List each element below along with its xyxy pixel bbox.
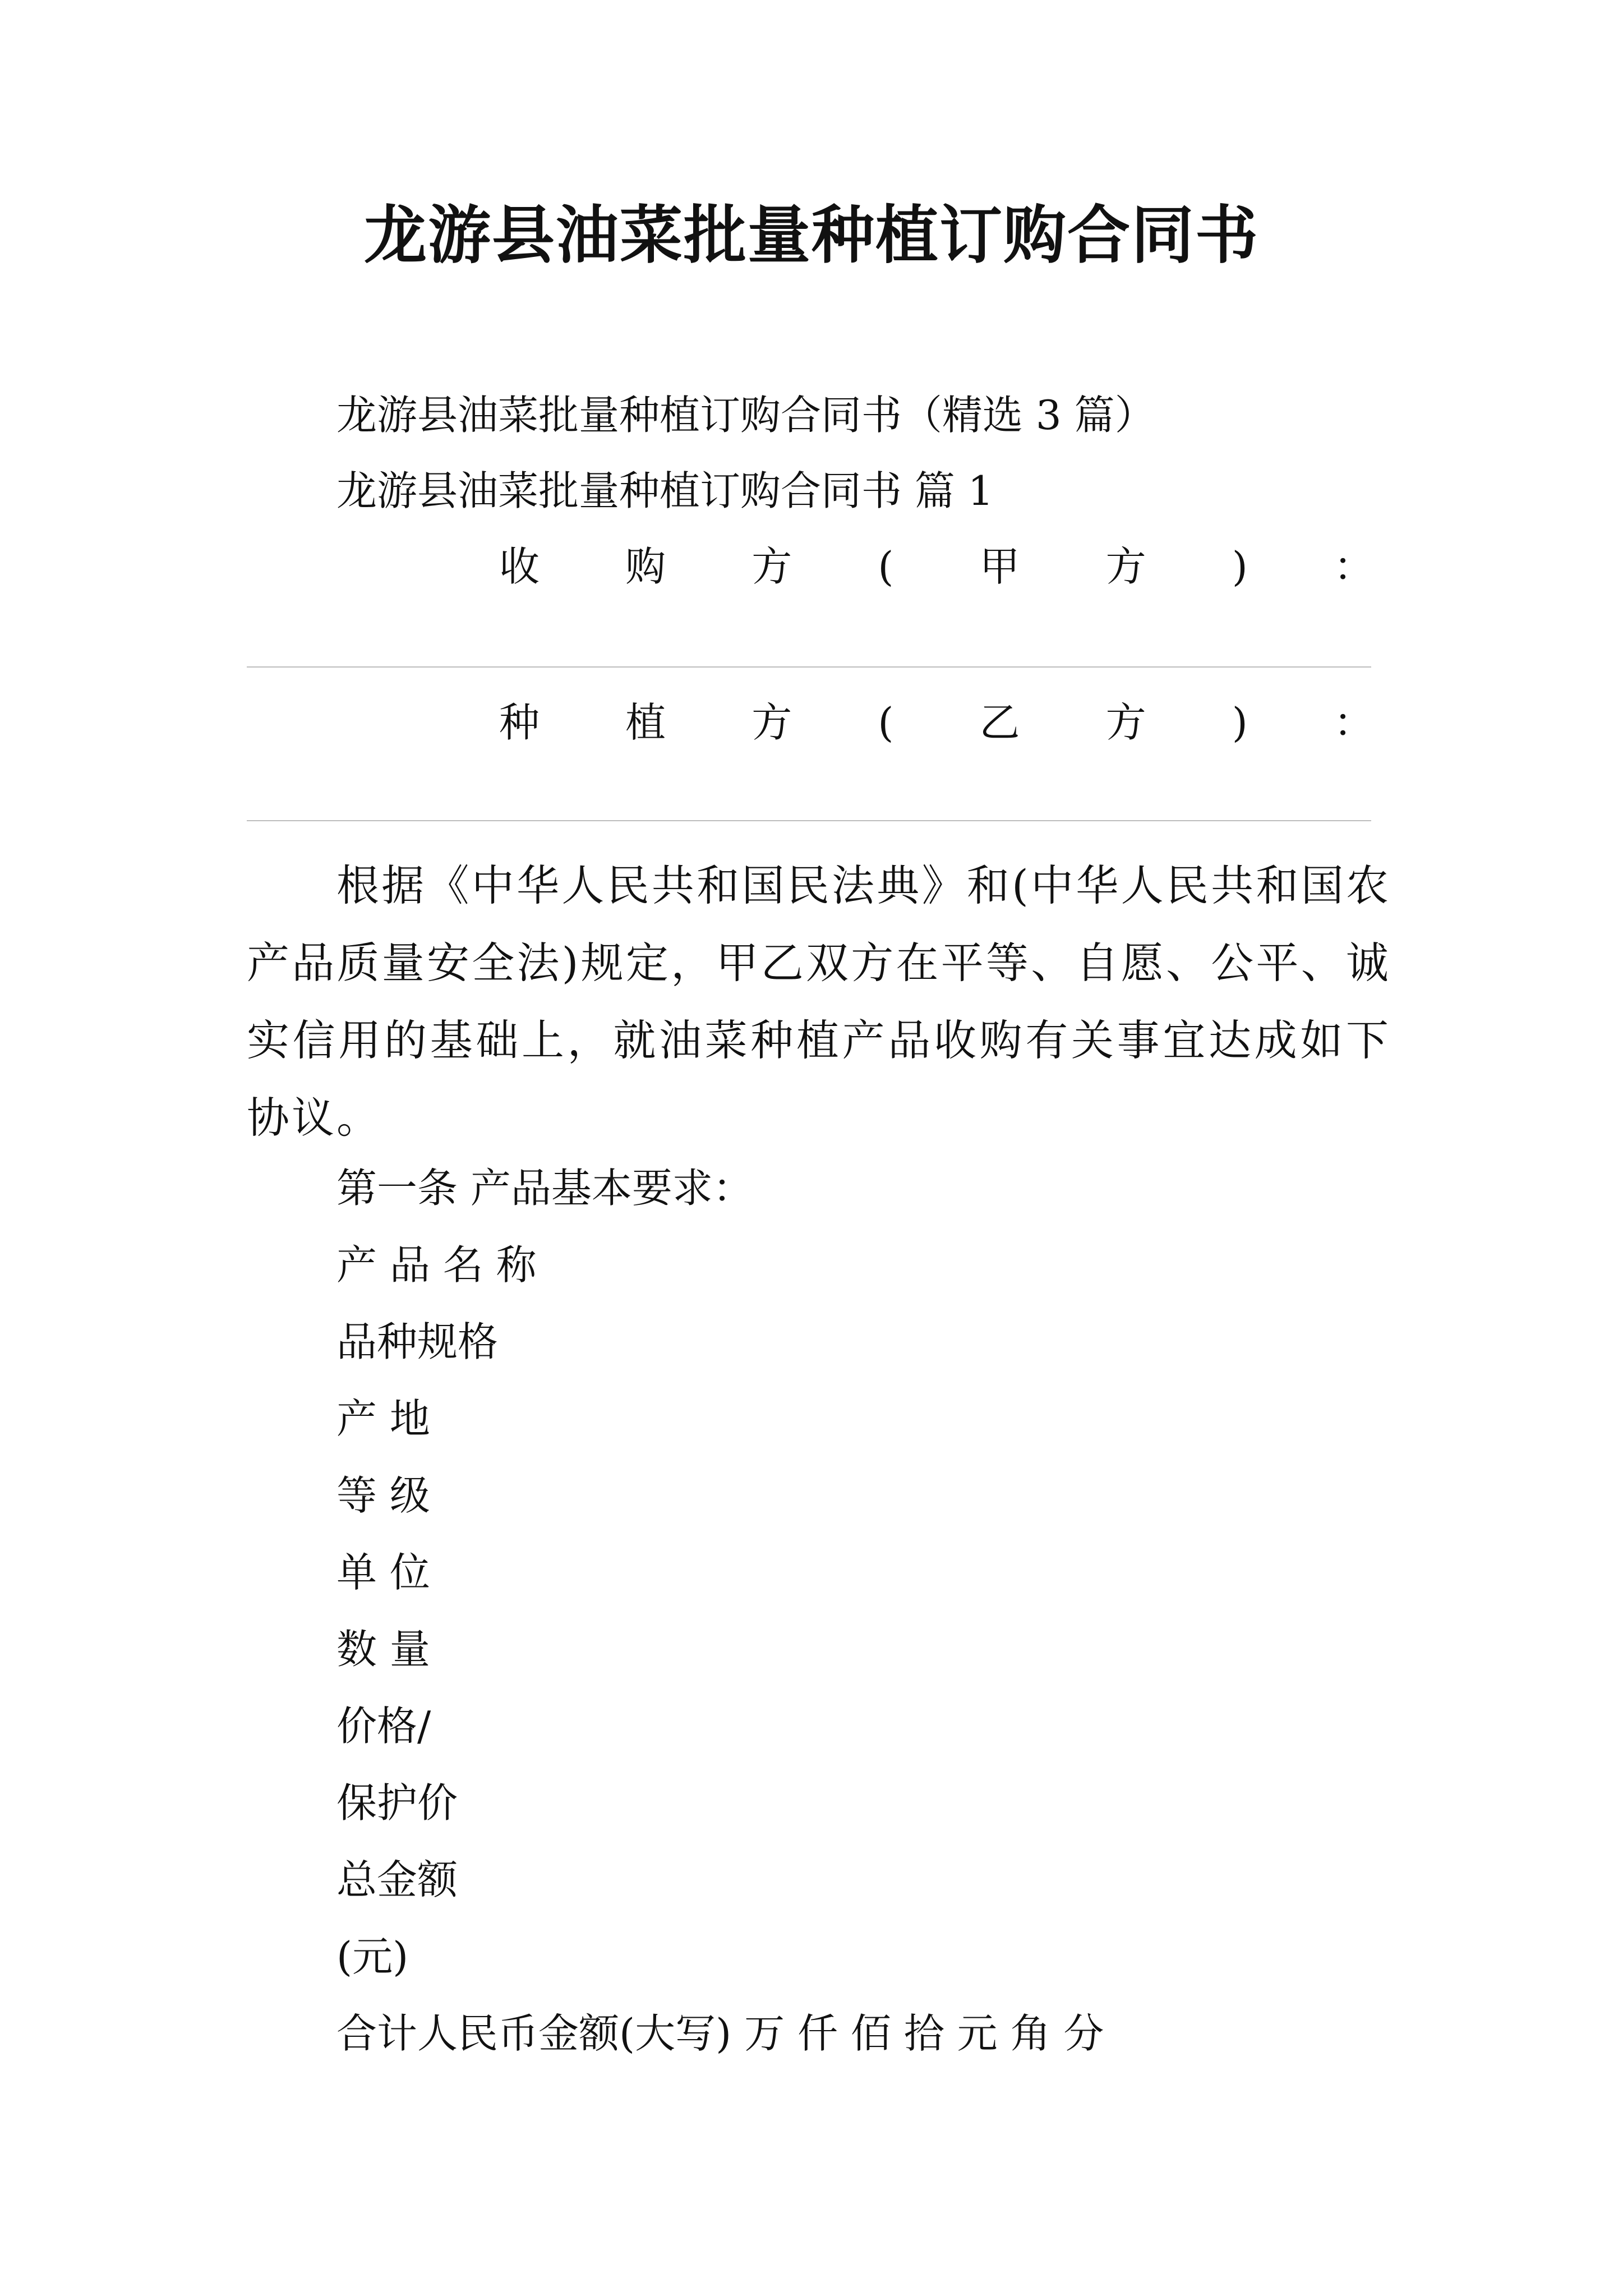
party-b-char: 方	[751, 699, 792, 746]
field-price: 价格/	[336, 1703, 431, 1750]
party-a-label	[499, 539, 1374, 595]
document-title: 龙游县油菜批量种植订购合同书	[364, 199, 1259, 272]
party-a-fill-line	[247, 666, 1371, 668]
party-a-char: 方	[1105, 543, 1146, 590]
party-b-char: 乙	[979, 699, 1020, 746]
party-a-char: ：	[1333, 543, 1374, 590]
party-b-fill-line	[247, 820, 1371, 821]
part-heading: 龙游县油菜批量种植订购合同书 篇 1	[336, 467, 994, 514]
party-a-char: )	[1232, 543, 1248, 590]
field-total-amount: 总金额	[336, 1856, 458, 1903]
party-b-char: (	[878, 699, 894, 746]
party-b-char: ：	[1333, 699, 1374, 746]
party-b-label	[499, 694, 1374, 751]
article-one-heading: 第一条 产品基本要求：	[336, 1165, 753, 1212]
intro-paragraph: 根据《中华人民共和国民法典》和(中华人民共和国农产品质量安全法)规定，甲乙双方在平等、自愿、公平、诚实信用的基础上，就油菜种植产品收购有关事宜达成如下协议。	[247, 861, 1391, 1143]
field-protective-price: 保护价	[336, 1779, 458, 1826]
field-unit: 单 位	[336, 1549, 430, 1596]
field-total-rmb-uppercase: 合计人民币金额(大写) 万 仟 佰 拾 元 角 分	[336, 2010, 1104, 2057]
party-a-char: 甲	[979, 543, 1020, 590]
field-quantity: 数 量	[336, 1626, 430, 1673]
party-b-char: 方	[1105, 699, 1146, 746]
field-variety-spec: 品种规格	[336, 1318, 499, 1365]
field-origin: 产 地	[336, 1395, 430, 1442]
party-a-char: 方	[751, 543, 792, 590]
field-grade: 等 级	[336, 1472, 430, 1519]
field-product-name: 产 品 名 称	[336, 1241, 537, 1289]
party-b-char: 种	[499, 699, 540, 746]
document-subtitle: 龙游县油菜批量种植订购合同书（精选 3 篇）	[336, 392, 1155, 439]
party-a-char: (	[878, 543, 894, 590]
party-a-char: 收	[499, 543, 540, 590]
party-a-char: 购	[625, 543, 666, 590]
field-yuan-unit: (元)	[336, 1933, 409, 1980]
party-b-char: )	[1232, 699, 1248, 746]
party-b-char: 植	[625, 699, 666, 746]
